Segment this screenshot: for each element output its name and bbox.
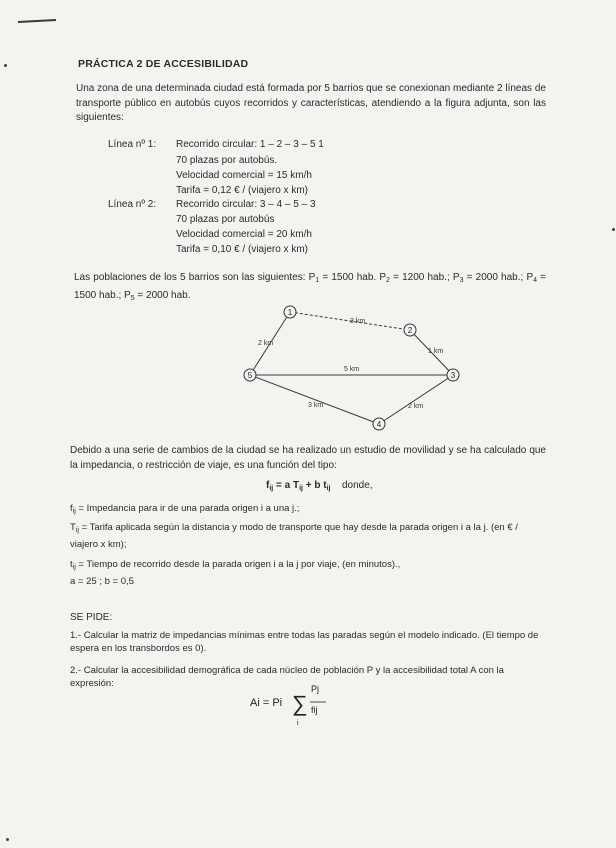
definition-t: $t_{ij}$ = Tiempo de recorrido desde la parada origen i a la j por viaje, (en minutos).,	[70, 559, 401, 571]
line-2-label: Línea nº 2:	[108, 199, 157, 210]
line-2-capacity: 70 plazas por autobús	[176, 214, 275, 225]
node-1	[284, 306, 296, 318]
line-1-capacity: 70 plazas por autobús.	[176, 155, 278, 166]
pop-p3: $P_3 = 2000$ hab.;	[452, 272, 527, 284]
equation-index: i	[297, 720, 299, 727]
definition-f: $f_{ij}$ = Impedancia para ir de una parada origen i a una j.;	[70, 503, 300, 515]
equation-denominator: fij	[311, 705, 318, 715]
line-2-speed: Velocidad comercial = 20 km/h	[176, 229, 312, 240]
question-2: 2.- Calcular la accesibilidad demográfica de cada núcleo de población P y la accesibilidad total A con la expresión:	[70, 665, 504, 689]
se-pide-heading: SE PIDE:	[70, 612, 113, 623]
svg-text:2: 2	[407, 326, 413, 335]
page-title: PRÁCTICA 2 DE ACCESIBILIDAD	[78, 58, 249, 70]
populations-prefix: Las poblaciones de los 5 barrios son las siguientes:	[74, 272, 309, 283]
study-paragraph: Debido a una serie de cambios de la ciudad se ha realizado un estudio de movilidad y se ha calculado que la impedancia, o restricción de viaje, es una función del tipo:	[70, 445, 546, 471]
edge-label-4-3: 2 km	[408, 403, 424, 410]
line-1-route: Recorrido circular: 1 – 2 – 3 – 5 1	[176, 139, 324, 150]
svg-text:4: 4	[376, 420, 382, 429]
svg-text:5: 5	[247, 371, 253, 380]
node-5	[244, 369, 256, 381]
pop-p2: $P_2 = 1200$ hab.;	[379, 272, 453, 284]
pop-p5: $P_5 = 2000$ hab.	[124, 289, 191, 302]
edge-5-4	[250, 375, 379, 424]
accessibility-equation	[250, 678, 340, 735]
edge-label-5-4: 3 km	[308, 402, 324, 409]
line-2-route: Recorrido circular: 3 – 4 – 5 – 3	[176, 199, 316, 210]
parameters: a = 25 ; b = 0,5	[70, 576, 134, 587]
edge-label-1-5: 2 km	[258, 340, 274, 347]
line-2-fare: Tarifa = 0,10 € / (viajero x km)	[176, 244, 308, 255]
impedance-formula: $f_{ij} = a$ $T_{ij} + b$ $t_{ij}$	[266, 480, 331, 492]
svg-text:3: 3	[450, 371, 456, 380]
edge-4-3	[379, 375, 453, 424]
pop-p4: $P_4 = 1500$ hab.;	[74, 272, 547, 301]
node-3	[447, 369, 459, 381]
equation-lhs: Ai = Pi	[250, 697, 283, 709]
node-2	[404, 324, 416, 336]
edge-label-5-3: 5 km	[344, 366, 360, 373]
question-1: 1.- Calcular la matriz de impedancias mínimas entre todas las paradas según el modelo indicado. (El tiempo de espera en los transbordos es 0).	[70, 630, 539, 654]
intro-paragraph: Una zona de una determinada ciudad está formada por 5 barrios que se conexionan mediante 2 líneas de transporte público en autobús cuyos recorridos y características, atendiendo a la figura adjunta, son las siguientes:	[76, 83, 546, 123]
line-1-speed: Velocidad comercial = 15 km/h	[176, 170, 312, 181]
equation-numerator: Pj	[311, 684, 320, 694]
pop-p1: $P_1 = 1500$ hab.	[308, 272, 380, 284]
line-1-label: Línea nº 1:	[108, 139, 157, 150]
node-4	[373, 418, 385, 430]
sum-symbol: ∑	[292, 691, 308, 716]
svg-text:1: 1	[287, 308, 293, 317]
definition-T: $T_{ij}$ = Tarifa aplicada según la distancia y modo de transporte que hay desde la parada origen i a la j. (en € / viajero x km);	[70, 522, 518, 550]
edge-label-2-3: 1 km	[428, 348, 444, 355]
line-1-fare: Tarifa = 0,12 € / (viajero x km)	[176, 185, 308, 196]
formula-donde: donde,	[342, 480, 373, 491]
edge-label-1-2: 3 km	[350, 318, 366, 325]
